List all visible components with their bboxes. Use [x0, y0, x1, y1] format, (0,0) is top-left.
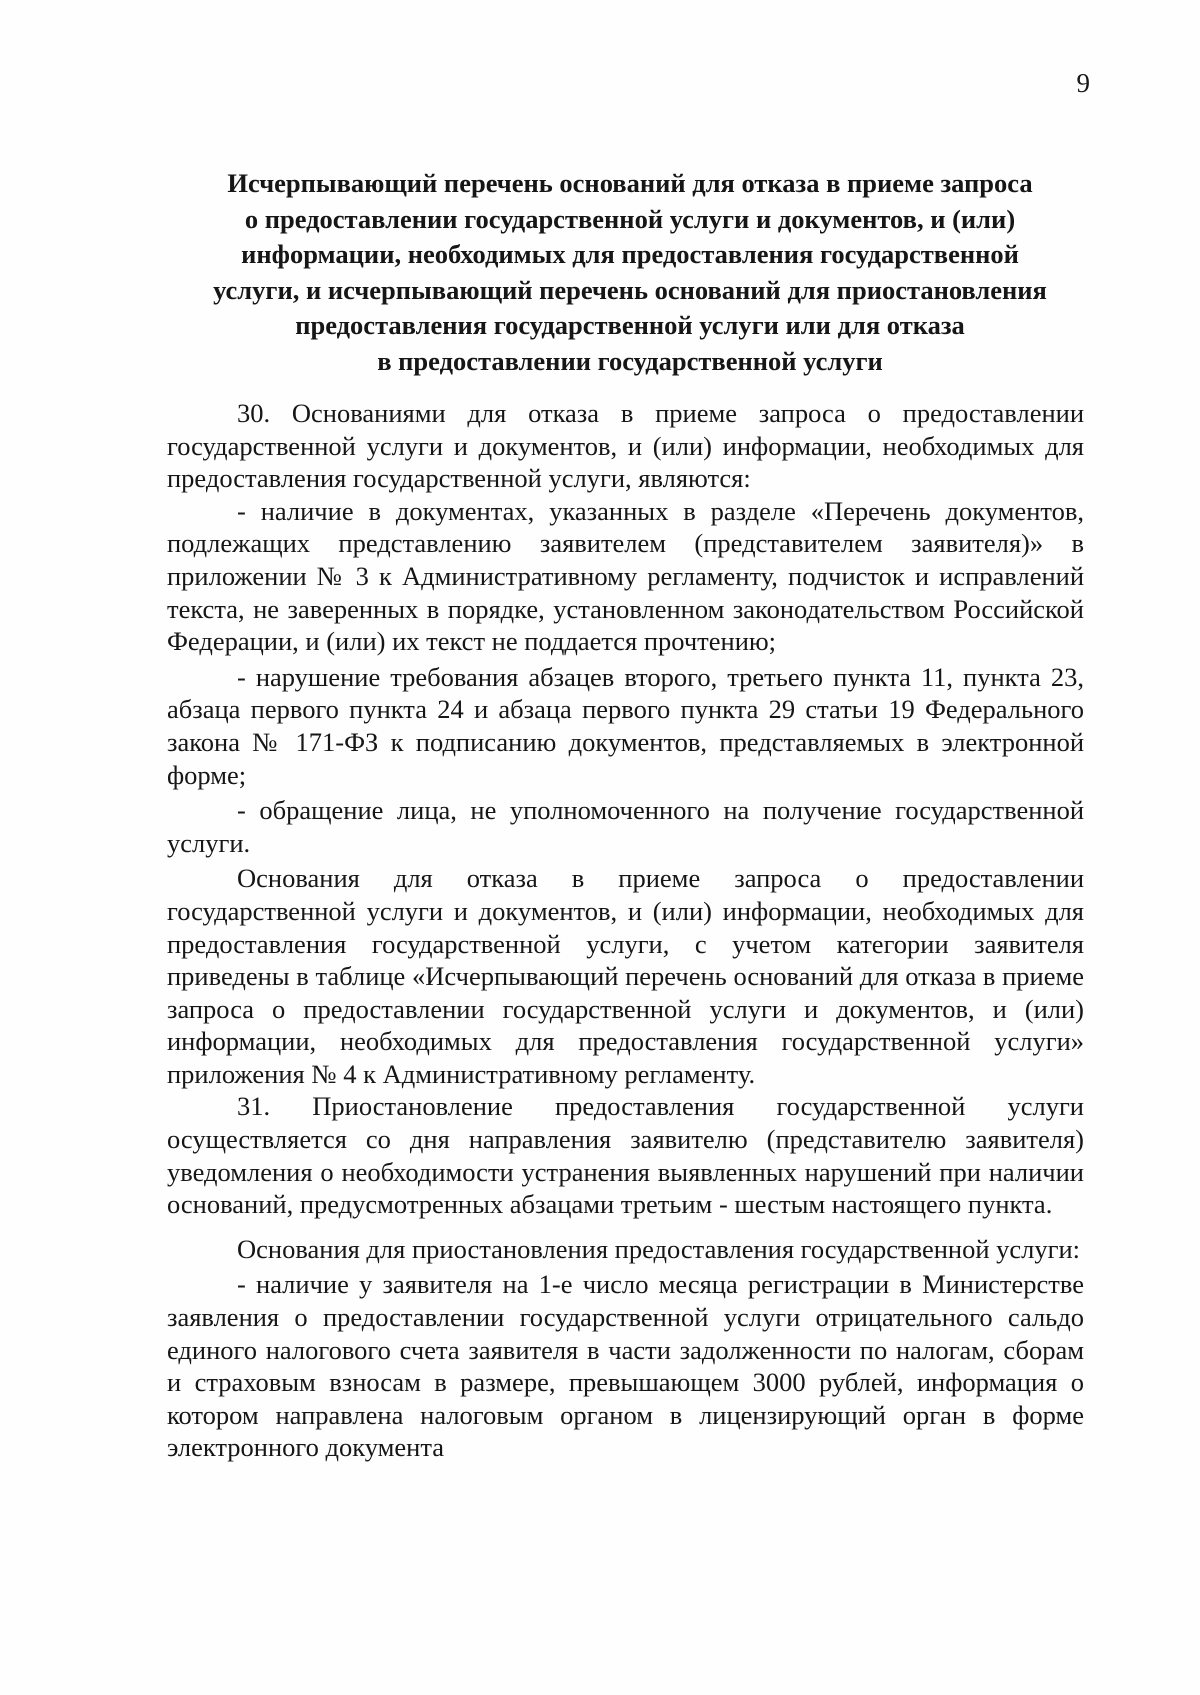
page-number: 9 [1076, 68, 1090, 98]
heading-line: в предоставлении государственной услуги [377, 345, 883, 376]
paragraph-bullet: - обращение лица, не уполномоченного на получение государственной услуги. [167, 795, 1084, 858]
section-heading [160, 166, 1100, 379]
paragraph: Основания для отказа в приеме запроса о предоставлении государственной услуги и документов, и (или) информации, необходимых для предоставления государственной услуги, с учетом категории заявителя приведены в таблице «Исчерпывающий перечень оснований для отказа в приеме запроса о предоставлении государственной услуги и документов, и (или) информации, необходимых для предоставления государственной услуги» приложения № 4 к Административному регламенту. [167, 863, 1084, 1089]
heading-line: о предоставлении государственной услуги и документов, и (или) [244, 203, 1016, 234]
paragraph: Основания для приостановления предоставления государственной услуги: [237, 1233, 1081, 1264]
heading-line: Исчерпывающий перечень оснований для отказа в приеме запроса [227, 168, 1033, 198]
paragraph-bullet: - нарушение требования абзацев второго, третьего пункта 11, пункта 23, абзаца первого пункта 24 и абзаца первого пункта 29 статьи 19 Федерального закона № 171-ФЗ к подписанию документов, представляемых в электронной форме; [167, 661, 1084, 790]
document-body [167, 397, 1084, 1464]
paragraph-bullet: - наличие у заявителя на 1-е число месяца регистрации в Министерстве заявления о предоставлении государственной услуги отрицательного сальдо единого налогового счета заявителя в части задолженности по налогам, сборам и страховым взносам в размере, превышающем 3000 рублей, информация о котором направлена налоговым органом в лицензирующий орган в форме электронного документа [167, 1269, 1084, 1463]
paragraph-item-31: 31. Приостановление предоставления государственной услуги осуществляется со дня направления заявителю (представителю заявителя) уведомления о необходимости устранения выявленных нарушений при наличии оснований, предусмотренных абзацами третьим - шестым настоящего пункта. [167, 1091, 1084, 1220]
heading-line: предоставления государственной услуги или для отказа [295, 310, 965, 340]
heading-line: услуги, и исчерпывающий перечень оснований для приостановления [213, 274, 1047, 305]
paragraph-item-30: 30. Основаниями для отказа в приеме запроса о предоставлении государственной услуги и документов, и (или) информации, необходимых для предоставления государственной услуги, являются: [167, 398, 1084, 494]
paragraph-bullet: - наличие в документах, указанных в разделе «Перечень документов, подлежащих представлению заявителем (представителем заявителя)» в приложении № 3 к Административному регламенту, подчисток и исправлений текста, не заверенных в порядке, установленном законодательством Российской Федерации, и (или) их текст не поддается прочтению; [167, 495, 1084, 657]
heading-line: информации, необходимых для предоставления государственной [241, 239, 1019, 269]
